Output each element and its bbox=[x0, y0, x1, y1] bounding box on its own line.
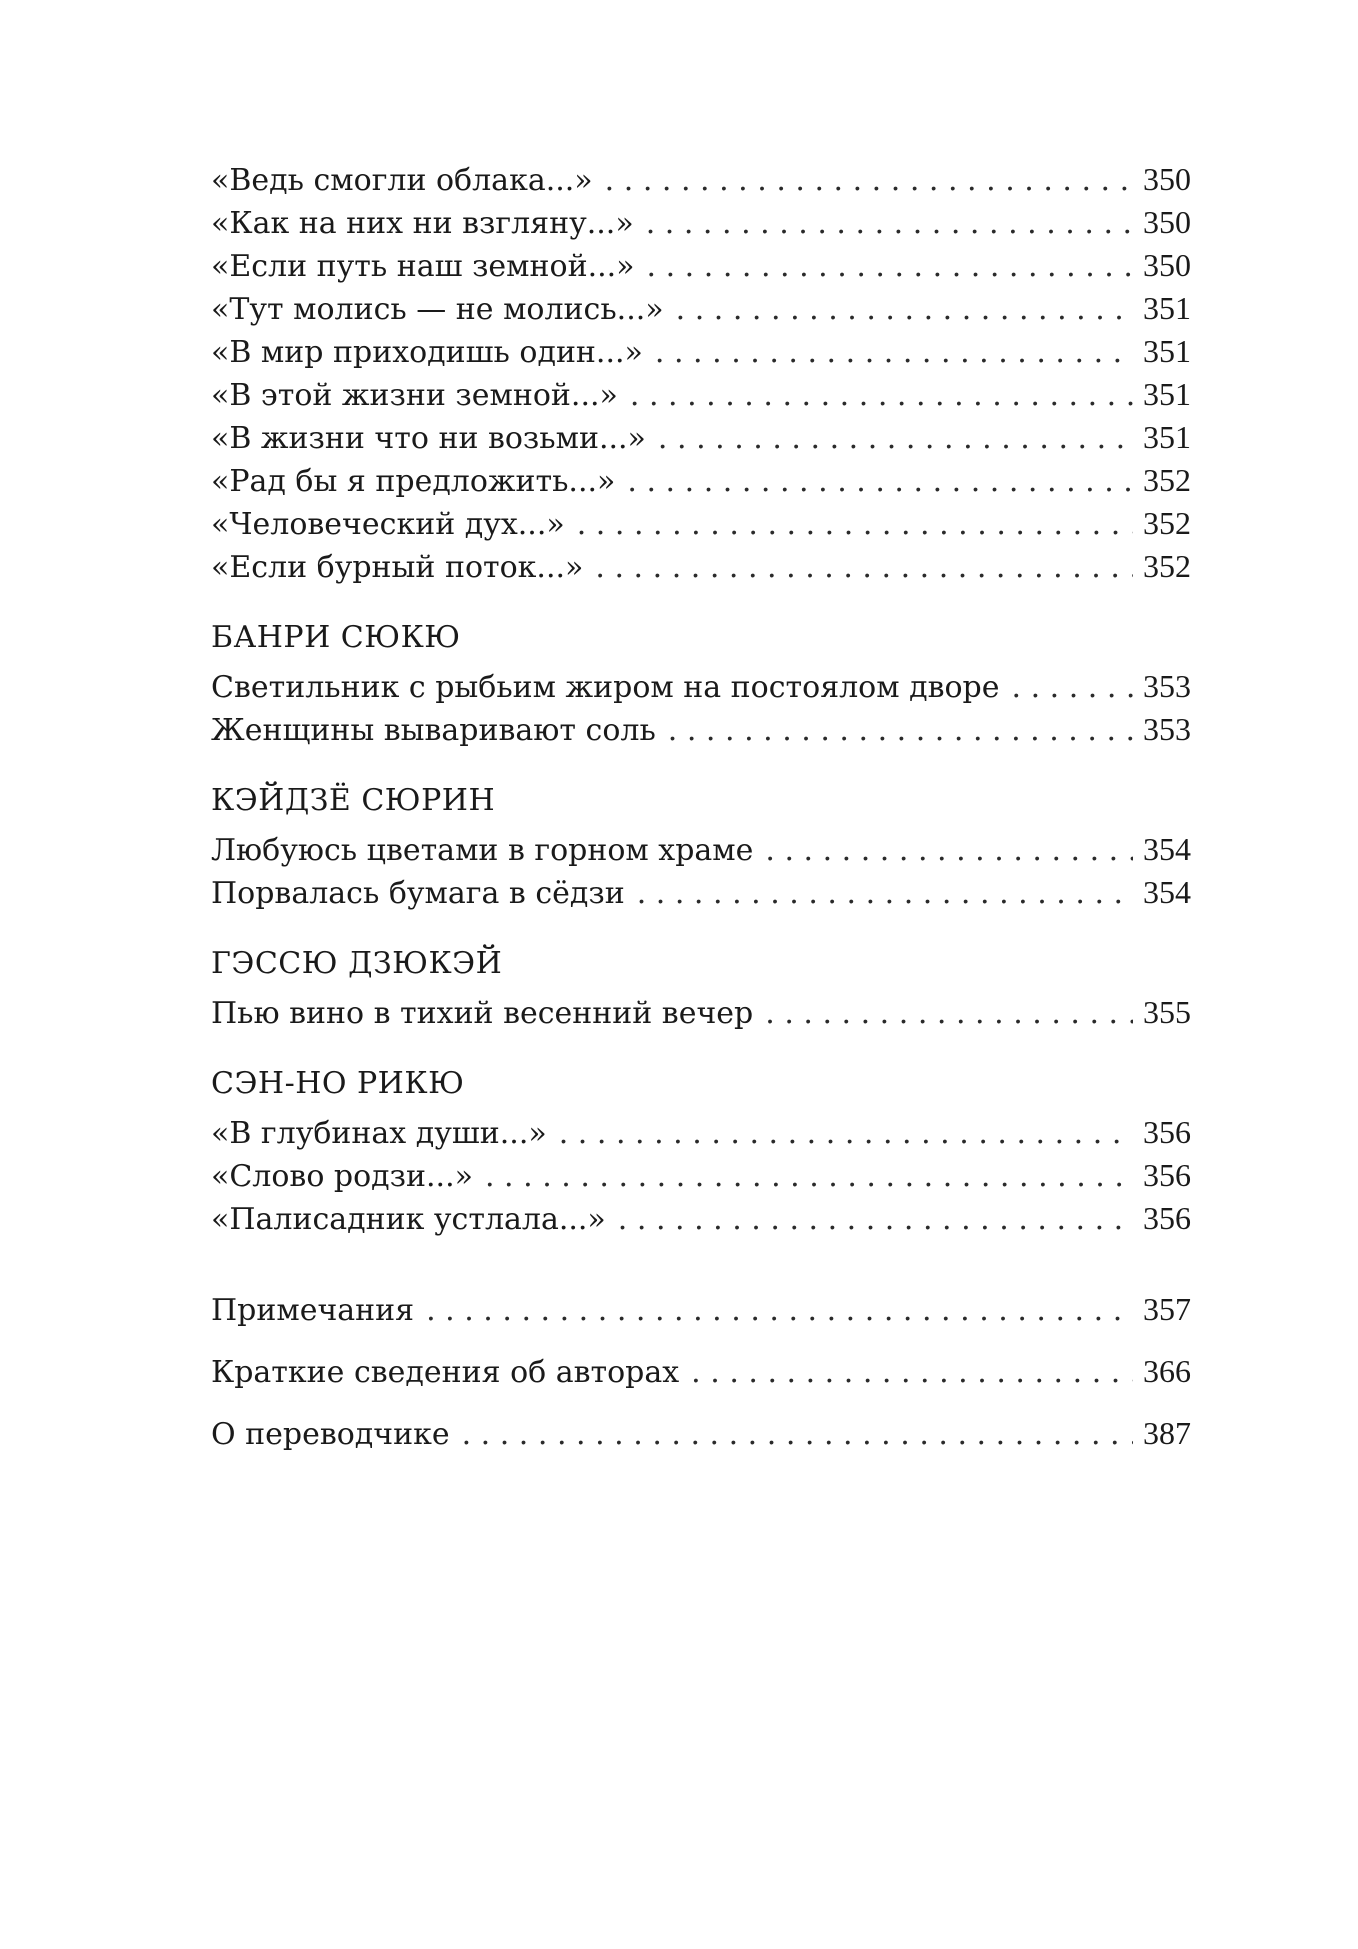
toc-entry-title: «В этой жизни земной...» bbox=[211, 378, 618, 413]
toc-entry bbox=[211, 416, 1191, 459]
toc-entry-title: Примечания bbox=[211, 1293, 415, 1328]
toc-entry-page: 351 bbox=[1143, 333, 1191, 369]
toc-leader-dots bbox=[426, 1280, 1133, 1342]
toc-back-matter bbox=[211, 1278, 1191, 1464]
toc-entry-page: 356 bbox=[1143, 1114, 1191, 1150]
toc-entry-page: 353 bbox=[1143, 711, 1191, 747]
toc-entry-page: 356 bbox=[1143, 1200, 1191, 1236]
toc-entry bbox=[211, 828, 1191, 871]
toc-entry bbox=[211, 1154, 1191, 1197]
toc-entry bbox=[211, 158, 1191, 201]
toc-leader-dots bbox=[595, 546, 1133, 589]
toc-entry-page: 354 bbox=[1143, 831, 1191, 867]
toc-entry-title: «В глубинах души...» bbox=[211, 1116, 547, 1151]
toc-leader-dots bbox=[637, 872, 1133, 915]
toc-entry-page: 366 bbox=[1143, 1353, 1191, 1389]
toc-entry-title: «Если бурный поток...» bbox=[211, 550, 584, 585]
toc-entry-page: 356 bbox=[1143, 1157, 1191, 1193]
toc-entry-title: «Если путь наш земной...» bbox=[211, 249, 635, 284]
section-spacer bbox=[211, 1240, 1191, 1278]
toc-entry bbox=[211, 1197, 1191, 1240]
toc-entry-page: 387 bbox=[1143, 1415, 1191, 1451]
toc-entry-title: «В мир приходишь один...» bbox=[211, 335, 643, 370]
toc-leader-dots bbox=[668, 709, 1133, 752]
toc-leader-dots bbox=[559, 1112, 1133, 1155]
toc-section bbox=[211, 942, 1191, 1034]
toc-entry bbox=[211, 871, 1191, 914]
toc-group-top bbox=[211, 158, 1191, 588]
toc-entry bbox=[211, 330, 1191, 373]
toc-entry bbox=[211, 287, 1191, 330]
toc-entry-title: «Ведь смогли облака...» bbox=[211, 163, 593, 198]
toc-entry-title: Краткие сведения об авторах bbox=[211, 1355, 680, 1390]
toc-entry-page: 351 bbox=[1143, 419, 1191, 455]
toc-entry-page: 355 bbox=[1143, 994, 1191, 1030]
toc-entry-page: 352 bbox=[1143, 548, 1191, 584]
toc-entry-title: «Как на них ни взгляну...» bbox=[211, 206, 634, 241]
toc-entry-title: Порвалась бумага в сёдзи bbox=[211, 876, 625, 911]
toc-leader-dots bbox=[618, 1198, 1133, 1241]
toc-leader-dots bbox=[462, 1404, 1133, 1466]
toc-entry-title: О переводчике bbox=[211, 1417, 450, 1452]
toc-entry-page: 352 bbox=[1143, 505, 1191, 541]
toc-leader-dots bbox=[765, 829, 1133, 872]
toc-entry-page: 353 bbox=[1143, 668, 1191, 704]
toc-section bbox=[211, 616, 1191, 751]
toc-entry bbox=[211, 665, 1191, 708]
toc-entry-page: 350 bbox=[1143, 161, 1191, 197]
toc-entry-title: Женщины вываривают соль bbox=[211, 713, 656, 748]
section-heading: КЭЙДЗЁ СЮРИН bbox=[211, 783, 496, 818]
toc-entry bbox=[211, 1340, 1191, 1402]
toc-entry-title: «Рад бы я предложить...» bbox=[211, 464, 616, 499]
toc-entry bbox=[211, 459, 1191, 502]
toc-leader-dots bbox=[658, 417, 1133, 460]
toc-entry-page: 351 bbox=[1143, 376, 1191, 412]
toc-entry-title: Пью вино в тихий весенний вечер bbox=[211, 996, 754, 1031]
toc-entry bbox=[211, 1402, 1191, 1464]
toc-section bbox=[211, 1062, 1191, 1240]
toc-entry-page: 354 bbox=[1143, 874, 1191, 910]
toc-leader-dots bbox=[630, 374, 1133, 417]
toc-entry bbox=[211, 244, 1191, 287]
toc-leader-dots bbox=[691, 1342, 1133, 1404]
toc-entry-page: 357 bbox=[1143, 1291, 1191, 1327]
toc-entry-page: 350 bbox=[1143, 247, 1191, 283]
toc-leader-dots bbox=[1012, 666, 1134, 709]
toc-entry-title: Любуюсь цветами в горном храме bbox=[211, 833, 754, 868]
toc-leader-dots bbox=[577, 503, 1133, 546]
toc-entry bbox=[211, 502, 1191, 545]
toc-entry-title: «Палисадник устлала...» bbox=[211, 1202, 606, 1237]
toc-leader-dots bbox=[605, 159, 1133, 202]
toc-leader-dots bbox=[646, 202, 1133, 245]
section-heading: ГЭССЮ ДЗЮКЭЙ bbox=[211, 946, 503, 981]
toc-leader-dots bbox=[627, 460, 1133, 503]
toc-entry bbox=[211, 545, 1191, 588]
toc-leader-dots bbox=[676, 288, 1133, 331]
toc-leader-dots bbox=[485, 1155, 1133, 1198]
toc-entry bbox=[211, 201, 1191, 244]
toc-entry-title: «В жизни что ни возьми...» bbox=[211, 421, 646, 456]
toc-entry-title: «Слово родзи...» bbox=[211, 1159, 473, 1194]
section-heading: БАНРИ СЮКЮ bbox=[211, 620, 461, 655]
section-heading: СЭН-НО РИКЮ bbox=[211, 1066, 465, 1101]
toc-entry-title: «Человеческий дух...» bbox=[211, 507, 565, 542]
toc-leader-dots bbox=[765, 992, 1133, 1035]
table-of-contents bbox=[211, 158, 1191, 1464]
toc-entry bbox=[211, 708, 1191, 751]
toc-entry bbox=[211, 1278, 1191, 1340]
toc-section bbox=[211, 779, 1191, 914]
toc-entry bbox=[211, 1111, 1191, 1154]
toc-entry-page: 351 bbox=[1143, 290, 1191, 326]
toc-entry bbox=[211, 991, 1191, 1034]
toc-leader-dots bbox=[647, 245, 1133, 288]
toc-entry-title: «Тут молись — не молись...» bbox=[211, 292, 664, 327]
toc-entry-page: 350 bbox=[1143, 204, 1191, 240]
toc-entry bbox=[211, 373, 1191, 416]
toc-entry-title: Светильник с рыбьим жиром на постоялом дворе bbox=[211, 670, 1000, 705]
toc-leader-dots bbox=[655, 331, 1133, 374]
toc-entry-page: 352 bbox=[1143, 462, 1191, 498]
